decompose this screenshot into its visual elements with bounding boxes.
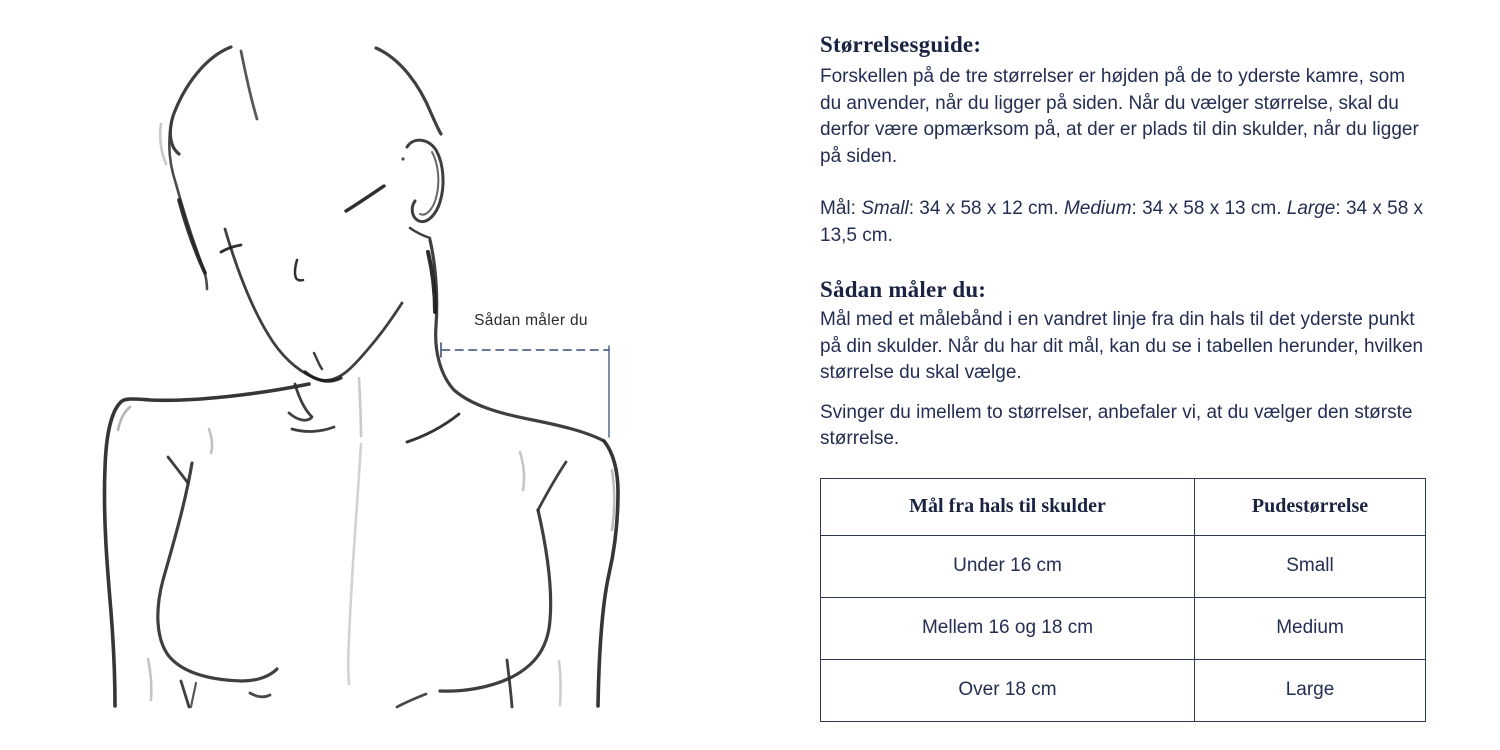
sketch-light-strokes [118,124,614,705]
sketch-neck [289,240,604,442]
how-to-measure-note: Svinger du imellem to størrelser, anbefaler vi, at du vælger den største størrelse. [820,401,1413,449]
table-row [821,597,1426,659]
sketch-head [169,47,443,381]
dimensions-medium-value: : 34 x 58 x 13 cm. [1131,198,1287,219]
cell-size: Small [1195,535,1426,597]
dimensions-large-label: Large [1286,198,1336,219]
size-table-header-size: Pudestørrelse [1195,478,1426,535]
size-guide-title: Størrelsesguide: [820,32,982,57]
sketch-chest [158,457,566,707]
dimensions-medium-label: Medium [1063,198,1132,219]
size-table-header-measurement: Mål fra hals til skulder [821,478,1195,535]
table-row [821,659,1426,721]
dimensions-prefix: Mål: [820,198,862,219]
cell-size: Large [1195,659,1426,721]
cell-measurement: Over 18 cm [821,659,1195,721]
table-row [821,535,1426,597]
dimensions-small-value: : 34 x 58 x 12 cm. [908,198,1064,219]
measure-label: Sådan måler du [474,312,588,329]
cell-measurement: Under 16 cm [821,535,1195,597]
sketch-strokes [104,47,618,707]
how-to-measure-title: Sådan måler du: [820,277,987,302]
size-table [820,478,1426,722]
dimensions-large-value: : 34 x 58 x 13,5 cm. [820,198,1424,246]
size-table-header-row [821,478,1426,535]
how-to-measure-body: Mål med et målebånd i en vandret linje fra din hals til det yderste punkt på din skulder. Når du har dit mål, kan du se i tabellen herunder, hvilken størrelse du skal vælge. [820,309,1424,383]
dimensions-small-label: Small [861,198,909,219]
cell-measurement: Mellem 16 og 18 cm [821,597,1195,659]
dimensions-line [820,196,1427,249]
measurement-annotation [441,343,609,437]
cell-size: Medium [1195,597,1426,659]
size-guide-content [820,0,1427,722]
size-guide-intro: Forskellen på de tre størrelser er højden på de to yderste kamre, som du anvender, når du ligger på siden. Når du vælger størrelse, skal du derfor være opmærksom på, at der er plads til din skulder, når du ligger på siden. [820,66,1419,167]
